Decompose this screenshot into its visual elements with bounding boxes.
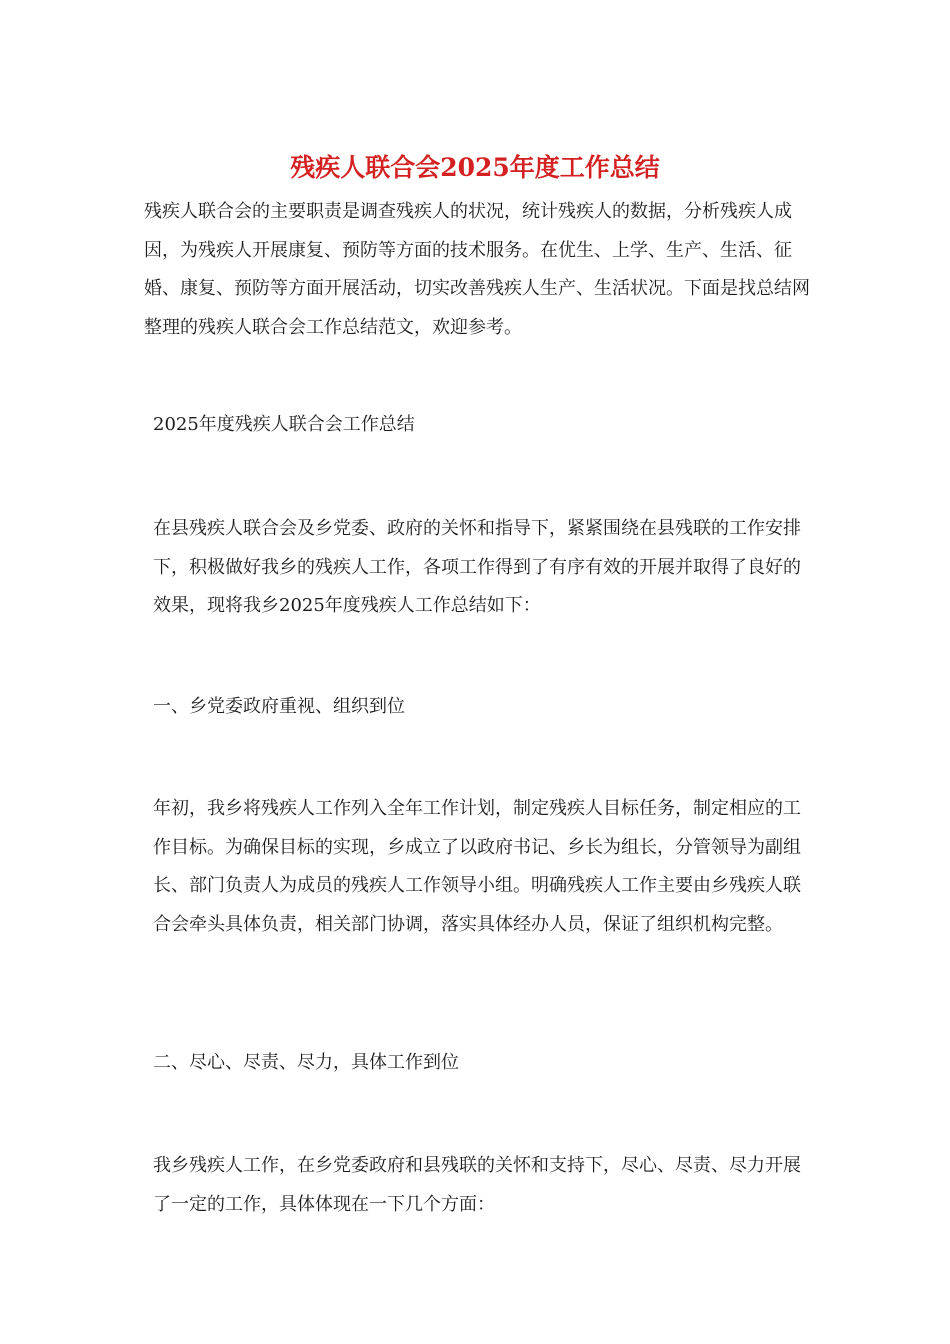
section-2-body: 我乡残疾人工作，在乡党委政府和县残联的关怀和支持下，尽心、尽责、尽力开展了一定的工作，具体体现在一下几个方面： [153, 1155, 801, 1215]
intro-paragraph: 残疾人联合会的主要职责是调查残疾人的状况，统计残疾人的数据，分析残疾人成因，为残疾人开展康复、预防等方面的技术服务。在优生、上学、生产、生活、征婚、康复、预防等方面开展活动，切实改善残疾人生产、生活状况。下面是找总结网整理的残疾人联合会工作总结范文，欢迎参考。 [144, 201, 810, 338]
section-1-heading: 一、乡党委政府重视、组织到位 [153, 696, 405, 717]
section-1-body: 年初，我乡将残疾人工作列入全年工作计划，制定残疾人目标任务，制定相应的工作目标。为确保目标的实现，乡成立了以政府书记、乡长为组长，分管领导为副组长、部门负责人为成员的残疾人工作领导小组。明确残疾人工作主要由乡残疾人联合会牵头具体负责，相关部门协调，落实具体经办人员，保证了组织机构完整。 [153, 798, 801, 935]
subtitle: 2025年度残疾人联合会工作总结 [153, 414, 415, 435]
opening-paragraph: 在县残疾人联合会及乡党委、政府的关怀和指导下，紧紧围绕在县残联的工作安排下，积极做好我乡的残疾人工作，各项工作得到了有序有效的开展并取得了良好的效果，现将我乡2025年度残疾人工作总结如下： [153, 518, 801, 616]
document-title: 残疾人联合会2025年度工作总结 [290, 153, 660, 182]
section-2-heading: 二、尽心、尽责、尽力，具体工作到位 [153, 1052, 459, 1073]
